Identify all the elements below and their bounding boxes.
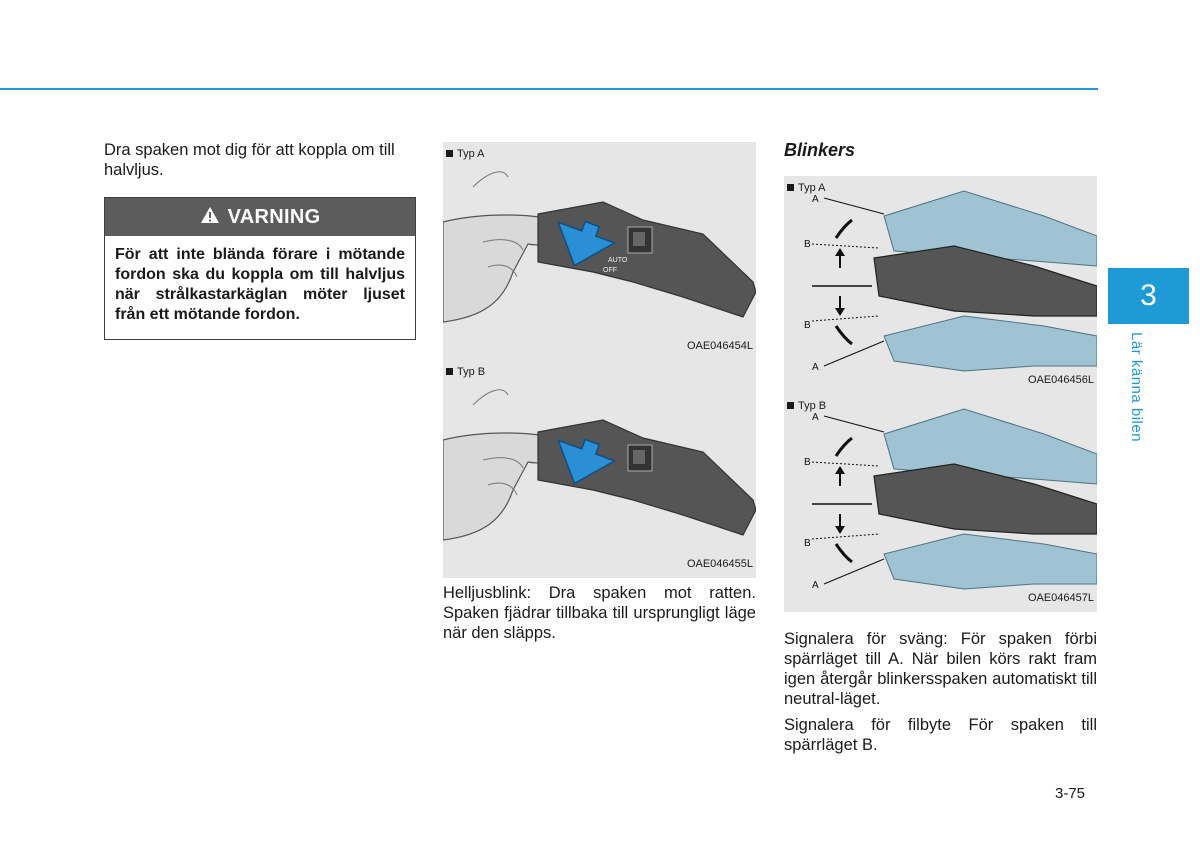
column-right xyxy=(784,140,1097,755)
figure-label: Typ B xyxy=(787,396,826,416)
figure-label: Typ A xyxy=(446,144,485,164)
flash-caption: Helljusblink: Dra spaken mot ratten. Spaken fjädrar tillbaka till ursprungligt läge när den släpps. xyxy=(443,584,756,642)
figure-flash-type-b xyxy=(443,360,756,578)
marker-a-top: A xyxy=(812,194,819,205)
column-middle xyxy=(443,142,756,643)
hand-pulling-lever-illustration xyxy=(443,360,756,578)
figure-flash-type-a xyxy=(443,142,756,360)
warning-body: För att inte blända förare i mötande fordon ska du koppla om till halvljus när strålkastarkäglan möter ljuset från ett mötande fordon. xyxy=(115,246,405,323)
svg-text:OFF: OFF xyxy=(603,267,617,274)
figure-code: OAE046457L xyxy=(1027,592,1094,604)
page-number: 3-75 xyxy=(1055,785,1086,802)
turn-signal-lever-illustration xyxy=(784,394,1097,612)
warning-box xyxy=(104,197,416,340)
figure-turn-signal-type-a xyxy=(784,176,1097,394)
warning-header xyxy=(105,198,415,236)
chapter-tab: 3 xyxy=(1108,268,1189,324)
figure-turn-signal-type-b xyxy=(784,394,1097,612)
figure-label: Typ A xyxy=(787,178,826,198)
turn-signal-lever-illustration xyxy=(784,176,1097,394)
intro-text: Dra spaken mot dig för att koppla om till halvljus. xyxy=(104,141,395,179)
hand-pulling-lever-illustration xyxy=(443,142,756,360)
warning-icon xyxy=(200,206,220,228)
marker-b-bottom: B xyxy=(804,538,811,549)
marker-b-top: B xyxy=(804,239,811,250)
figure-label: Typ B xyxy=(446,362,485,382)
figure-code: OAE046455L xyxy=(686,558,753,570)
marker-b-top: B xyxy=(804,457,811,468)
turn-signal-text: Signalera för sväng: För spaken förbi spärrläget till A. När bilen körs rakt fram igen återgår blinkersspaken automatiskt till neutral-läget. xyxy=(784,630,1097,708)
lane-change-text: Signalera för filbyte För spaken till spärrläget B. xyxy=(784,716,1097,754)
header-rule xyxy=(0,88,1098,90)
section-heading: Blinkers xyxy=(784,140,856,160)
figure-code: OAE046456L xyxy=(1027,374,1094,386)
column-left xyxy=(104,140,416,340)
marker-a-bottom: A xyxy=(812,580,819,591)
chapter-title: Lär känna bilen xyxy=(1128,332,1145,443)
marker-a-bottom: A xyxy=(812,362,819,373)
marker-a-top: A xyxy=(812,412,819,423)
figure-code: OAE046454L xyxy=(686,340,753,352)
warning-title: VARNING xyxy=(227,206,321,228)
marker-b-bottom: B xyxy=(804,320,811,331)
svg-text:AUTO: AUTO xyxy=(608,257,628,264)
